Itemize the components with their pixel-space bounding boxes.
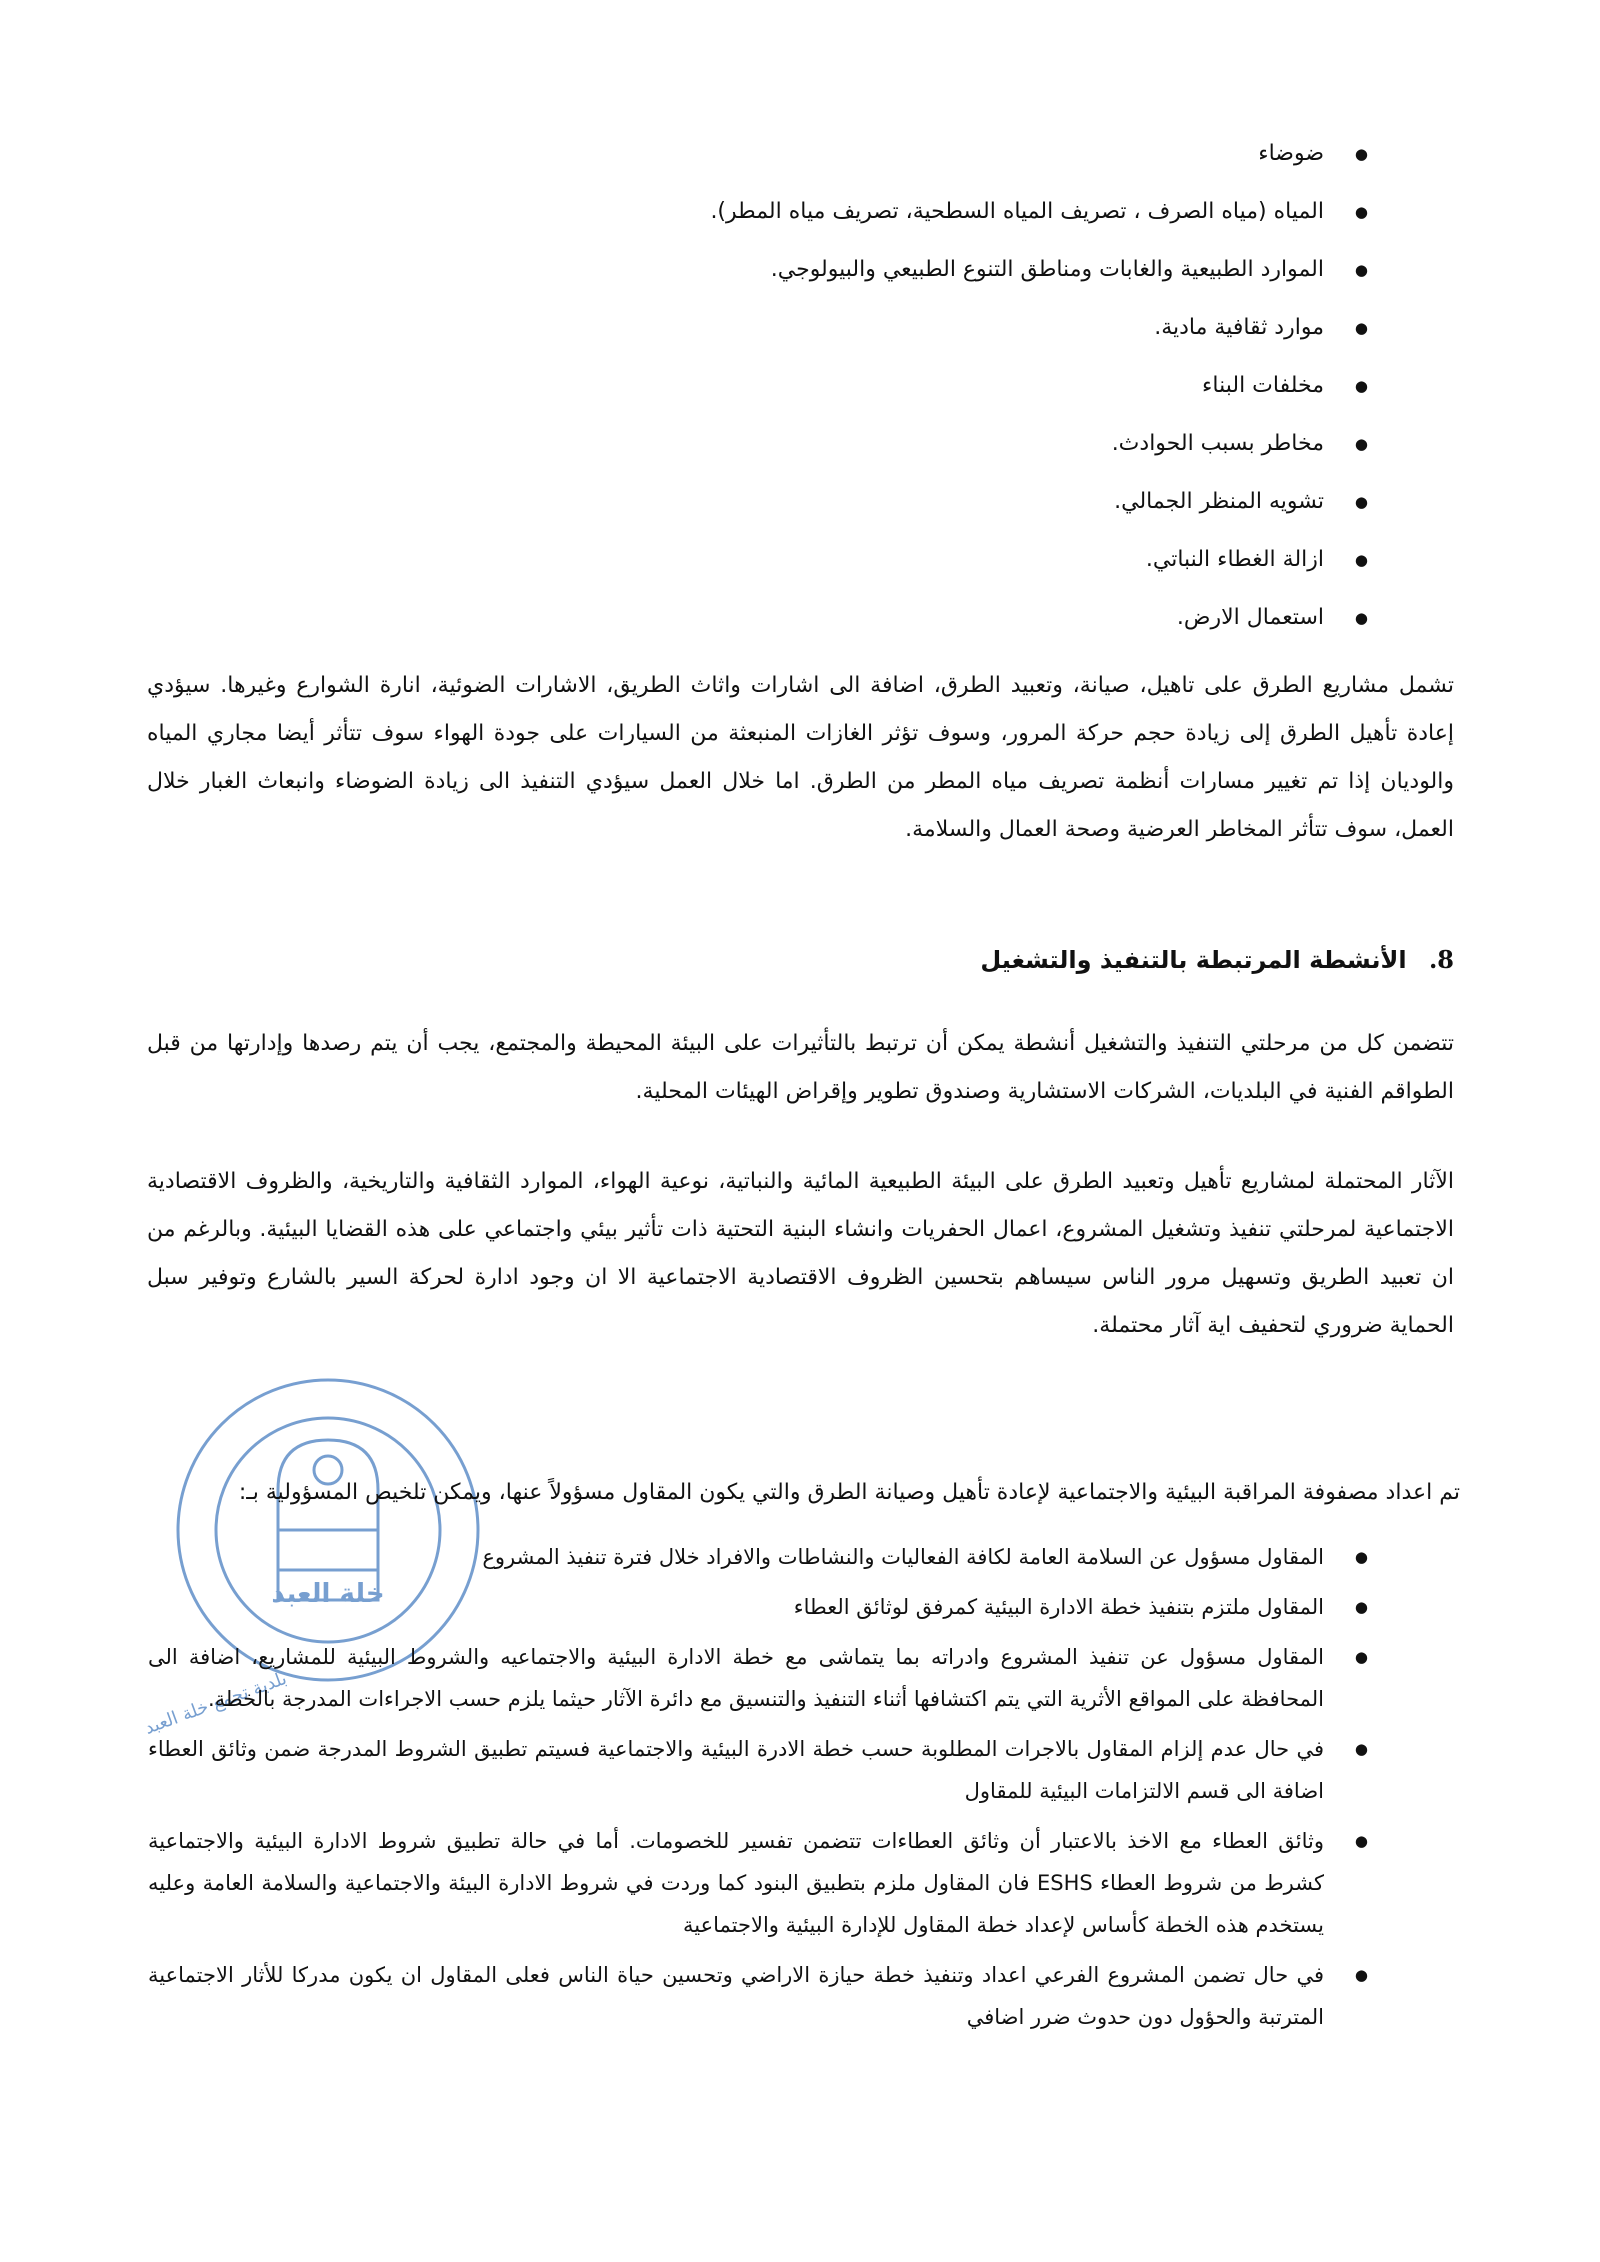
list-item: ● وثائق العطاء مع الاخذ بالاعتبار أن وثائق العطاءات تتضمن تفسير للخصومات. أما في حالة تطبيق شروط الادارة البيئية والاجتماعية كشرط من شروط العطاء ESHS فان المقاول ملزم بتطبيق البنود كما وردت في شروط الادارة البيئة والاجتماعية والسلامة العامة وعليه يستخدم هذه الخطة كأساس لإعداد خطة المقاول للإدارة البيئية والاجتماعية [148,1820,1368,1946]
section-number: 8. [1428,945,1454,974]
list-item: ● استعمال الارض. [168,598,1368,656]
impact-list [168,134,1368,656]
list-item: ● مخاطر بسبب الحوادث. [168,424,1368,482]
svg-text:بلدية تجمع خلة العبد: بلدية تجمع خلة العبد [141,1667,290,1739]
list-item: ● المقاول ملتزم بتنفيذ خطة الادارة البيئية كمرفق لوثائق العطاء [148,1586,1368,1628]
svg-text:خلة العبد: خلة العبد [271,1579,385,1609]
potential-effects-paragraph: الآثار المحتملة لمشاريع تأهيل وتعبيد الطرق على البيئة الطبيعية المائية والنباتية، نوعية الهواء، الموارد الثقافية والتاريخية، والظروف الاقتصادية الاجتماعية لمرحلتي تنفيذ وتشغيل المشروع، اعمال الحفريات وانشاء البنية التحتية ذات تأثير بيئي واجتماعي على هذه القضايا البيئية. وبالرغم من ان تعبيد الطريق وتسهيل مرور الناس سيساهم بتحسين الظروف الاقتصادية الاجتماعية الا ان وجود ادارة لحركة السير بالشارع وتوفير سبل الحماية ضروري لتحفيف اية آثار محتملة. [147,1169,1454,1338]
section-title: الأنشطة المرتبطة بالتنفيذ والتشغيل [980,946,1407,974]
list-item: ● تشويه المنظر الجمالي. [168,482,1368,540]
section-heading [980,940,1454,980]
list-item: ● ضوضاء [168,134,1368,192]
list-item: ● ازالة الغطاء النباتي. [168,540,1368,598]
list-item: ● في حال عدم إلزام المقاول بالاجرات المطلوبة حسب خطة الادرة البيئية والاجتماعية فسيتم تطبيق الشروط المدرجة ضمن وثائق العطاء اضافة الى قسم الالتزامات البيئية للمقاول [148,1728,1368,1812]
list-item: ● في حال تضمن المشروع الفرعي اعداد وتنفيذ خطة حيازة الاراضي وتحسين حياة الناس فعلى المقاول ان يكون مدركا للأثار الاجتماعية المترتبة والحؤول دون حدوث ضرر اضافي [148,1954,1368,2038]
responsibility-intro-paragraph: تم اعداد مصفوفة المراقبة البيئية والاجتماعية لإعادة تأهيل وصيانة الطرق والتي يكون المقاول مسؤولاً عنها، ويمكن تلخيص المسؤولية بـ: [238,1480,1460,1505]
list-item: ● المقاول مسؤول عن تنفيذ المشروع وادراته بما يتماشى مع خطة الادارة البيئية والاجتماعيه والشروط البيئية للمشاريع، اضافة الى المحافظة على المواقع الأثرية التي يتم اكتشافها أثناء التنفيذ والتنسيق مع دائرة الآثار حيثما يلزم حسب الاجراءات المدرجة بالخطة. [148,1636,1368,1720]
activities-paragraph: تتضمن كل من مرحلتي التنفيذ والتشغيل أنشطة يمكن أن ترتبط بالتأثيرات على البيئة المحيطة والمجتمع، يجب أن يتم رصدها وإدارتها من قبل الطواقم الفنية في البلديات، الشركات الاستشارية وصندوق تطوير وإقراض الهيئات المحلية. [147,1031,1454,1104]
list-item: ● الموارد الطبيعية والغابات ومناطق التنوع الطبيعي والبيولوجي. [168,250,1368,308]
list-item: ● موارد ثقافية مادية. [168,308,1368,366]
list-item: ● مخلفات البناء [168,366,1368,424]
list-item: ● المقاول مسؤول عن السلامة العامة لكافة الفعاليات والنشاطات والافراد خلال فترة تنفيذ المشروع [148,1536,1368,1578]
roads-impact-paragraph: تشمل مشاريع الطرق على تاهيل، صيانة، وتعبيد الطرق، اضافة الى اشارات واثاث الطريق، الاشارات الضوئية، انارة الشوارع وغيرها. سيؤدي إعادة تأهيل الطرق إلى زيادة حجم حركة المرور، وسوف تؤثر الغازات المنبعثة من السيارات على جودة الهواء سوف تتأثر أيضا مجاري المياه والوديان إذا تم تغيير مسارات أنظمة تصريف مياه المطر من الطرق. اما خلال العمل سيؤدي التنفيذ الى زيادة الضوضاء وانبعاث الغبار خلال العمل، سوف تتأثر المخاطر العرضية وصحة العمال والسلامة. [147,673,1454,842]
contractor-responsibilities-list [148,1536,1368,2046]
list-item: ● المياه (مياه الصرف ، تصريف المياه السطحية، تصريف مياه المطر). [168,192,1368,250]
